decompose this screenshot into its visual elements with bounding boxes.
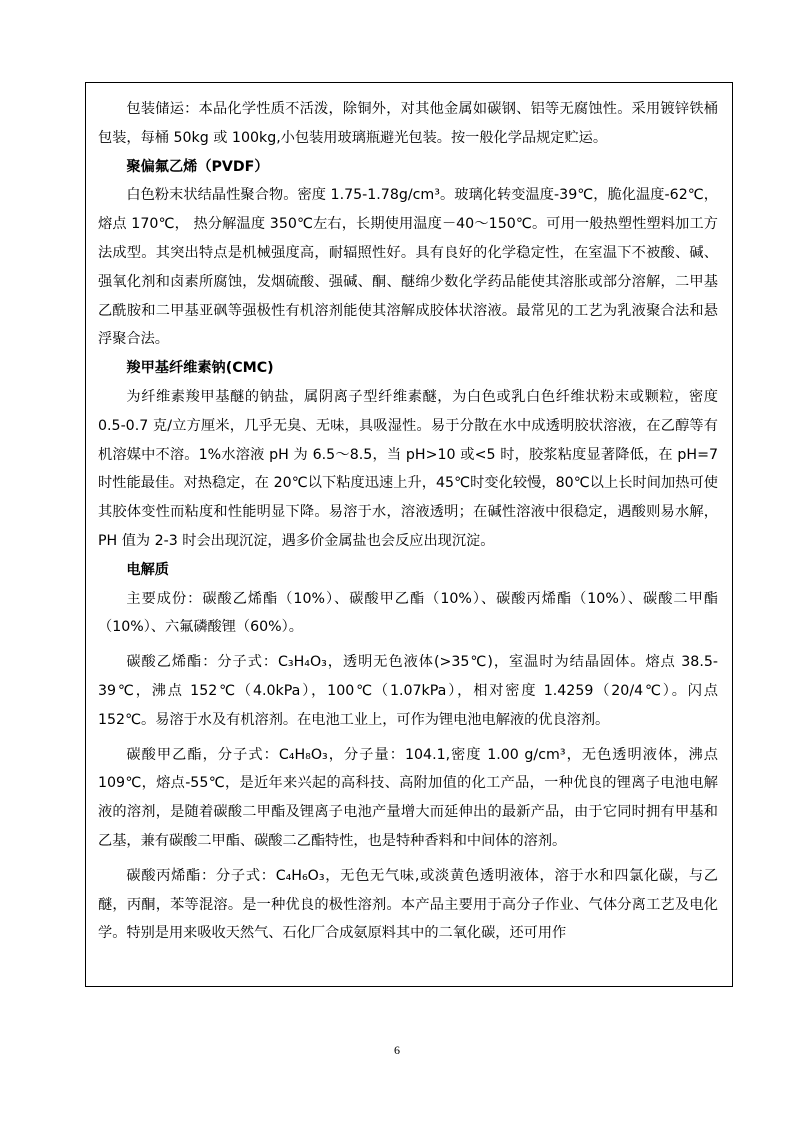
paragraph-propylene-carbonate: 碳酸丙烯酯：分子式：C₄H₆O₃，无色无气味,或淡黄色透明液体，溶于水和四氯化碳，与乙醚，丙酮，苯等混溶。是一种优良的极性溶剂。本产品主要用于高分子作业、气体分离工艺及电化学。特别是用来吸收天然气、石化厂合成氨原料其中的二氧化碳，还可用作 bbox=[98, 867, 718, 942]
paragraph-pvdf: 白色粉末状结晶性聚合物。密度 1.75-1.78g/cm³。玻璃化转变温度-39℃，脆化温度-62℃，熔点 170℃， 热分解温度 350℃左右，长期使用温度－40～150℃。可用一般热塑性塑料加工方法成型。其突出特点是机械强度高，耐辐照性好。具有良好的化学稳定性，在室温下不被酸、碱、强氧化剂和卤素所腐蚀，发烟硫酸、强碱、酮、醚绵少数化学药品能使其溶胀或部分溶解，二甲基乙酰胺和二甲基亚砜等强极性有机溶剂能使其溶解成胶体状溶液。最常见的工艺为乳液聚合法和悬浮聚合法。 bbox=[98, 187, 718, 348]
document-body bbox=[86, 83, 732, 948]
paragraph-cmc: 为纤维素羧甲基醚的钠盐，属阴离子型纤维素醚，为白色或乳白色纤维状粉末或颗粒，密度 0.5-0.7 克/立方厘米，几乎无臭、无味，具吸湿性。易于分散在水中成透明胶状溶液，在乙醇等有机溶媒中不溶。1%水溶液 pH 为 6.5～8.5，当 pH>10 或<5 时，胶浆粘度显著降低，在 pH=7 时性能最佳。对热稳定，在 20℃以下粘度迅速上升，45℃时变化较慢，80℃以上长时间加热可使其胶体变性而粘度和性能明显下降。易溶于水，溶液透明；在碱性溶液中很稳定，遇酸则易水解，PH 值为 2-3 时会出现沉淀，遇多价金属盐也会反应出现沉淀。 bbox=[98, 388, 718, 549]
paragraph-ethyl-methyl-carbonate: 碳酸甲乙酯，分子式：C₄H₈O₃，分子量：104.1,密度 1.00 g/cm³，无色透明液体，沸点 109℃，熔点-55℃，是近年来兴起的高科技、高附加值的化工产品，一种优良的锂离子电池电解液的溶剂，是随着碳酸二甲酯及锂离子电池产量增大而延伸出的最新产品，由于它同时拥有甲基和乙基，兼有碳酸二甲酯、碳酸二乙酯特性，也是特种香料和中间体的溶剂。 bbox=[98, 746, 718, 849]
paragraph-electrolyte-composition: 主要成份：碳酸乙烯酯（10%）、碳酸甲乙酯（10%）、碳酸丙烯酯（10%）、碳酸二甲酯（10%）、六氟磷酸锂（60%）。 bbox=[98, 590, 718, 636]
page-number: 6 bbox=[394, 1043, 400, 1057]
heading-cmc: 羧甲基纤维素钠(CMC) bbox=[126, 360, 274, 377]
paragraph-packaging-storage: 包装储运：本品化学性质不活泼，除铜外，对其他金属如碳钢、铝等无腐蚀性。采用镀锌铁桶包装，每桶 50kg 或 100kg,小包装用玻璃瓶避光包装。按一般化学品规定贮运。 bbox=[98, 101, 718, 146]
page-frame bbox=[85, 82, 733, 987]
heading-electrolyte: 电解质 bbox=[126, 561, 169, 578]
heading-pvdf: 聚偏氟乙烯（PVDF） bbox=[126, 158, 269, 175]
paragraph-ethylene-carbonate: 碳酸乙烯酯：分子式：C₃H₄O₃，透明无色液体(>35℃)，室温时为结晶固体。熔点 38.5-39℃，沸点 152℃（4.0kPa），100℃（1.07kPa），相对密度 1.4259（20/4℃）。闪点 152℃。易溶于水及有机溶剂。在电池工业上，可作为锂电池电解液的优良溶剂。 bbox=[98, 654, 718, 728]
